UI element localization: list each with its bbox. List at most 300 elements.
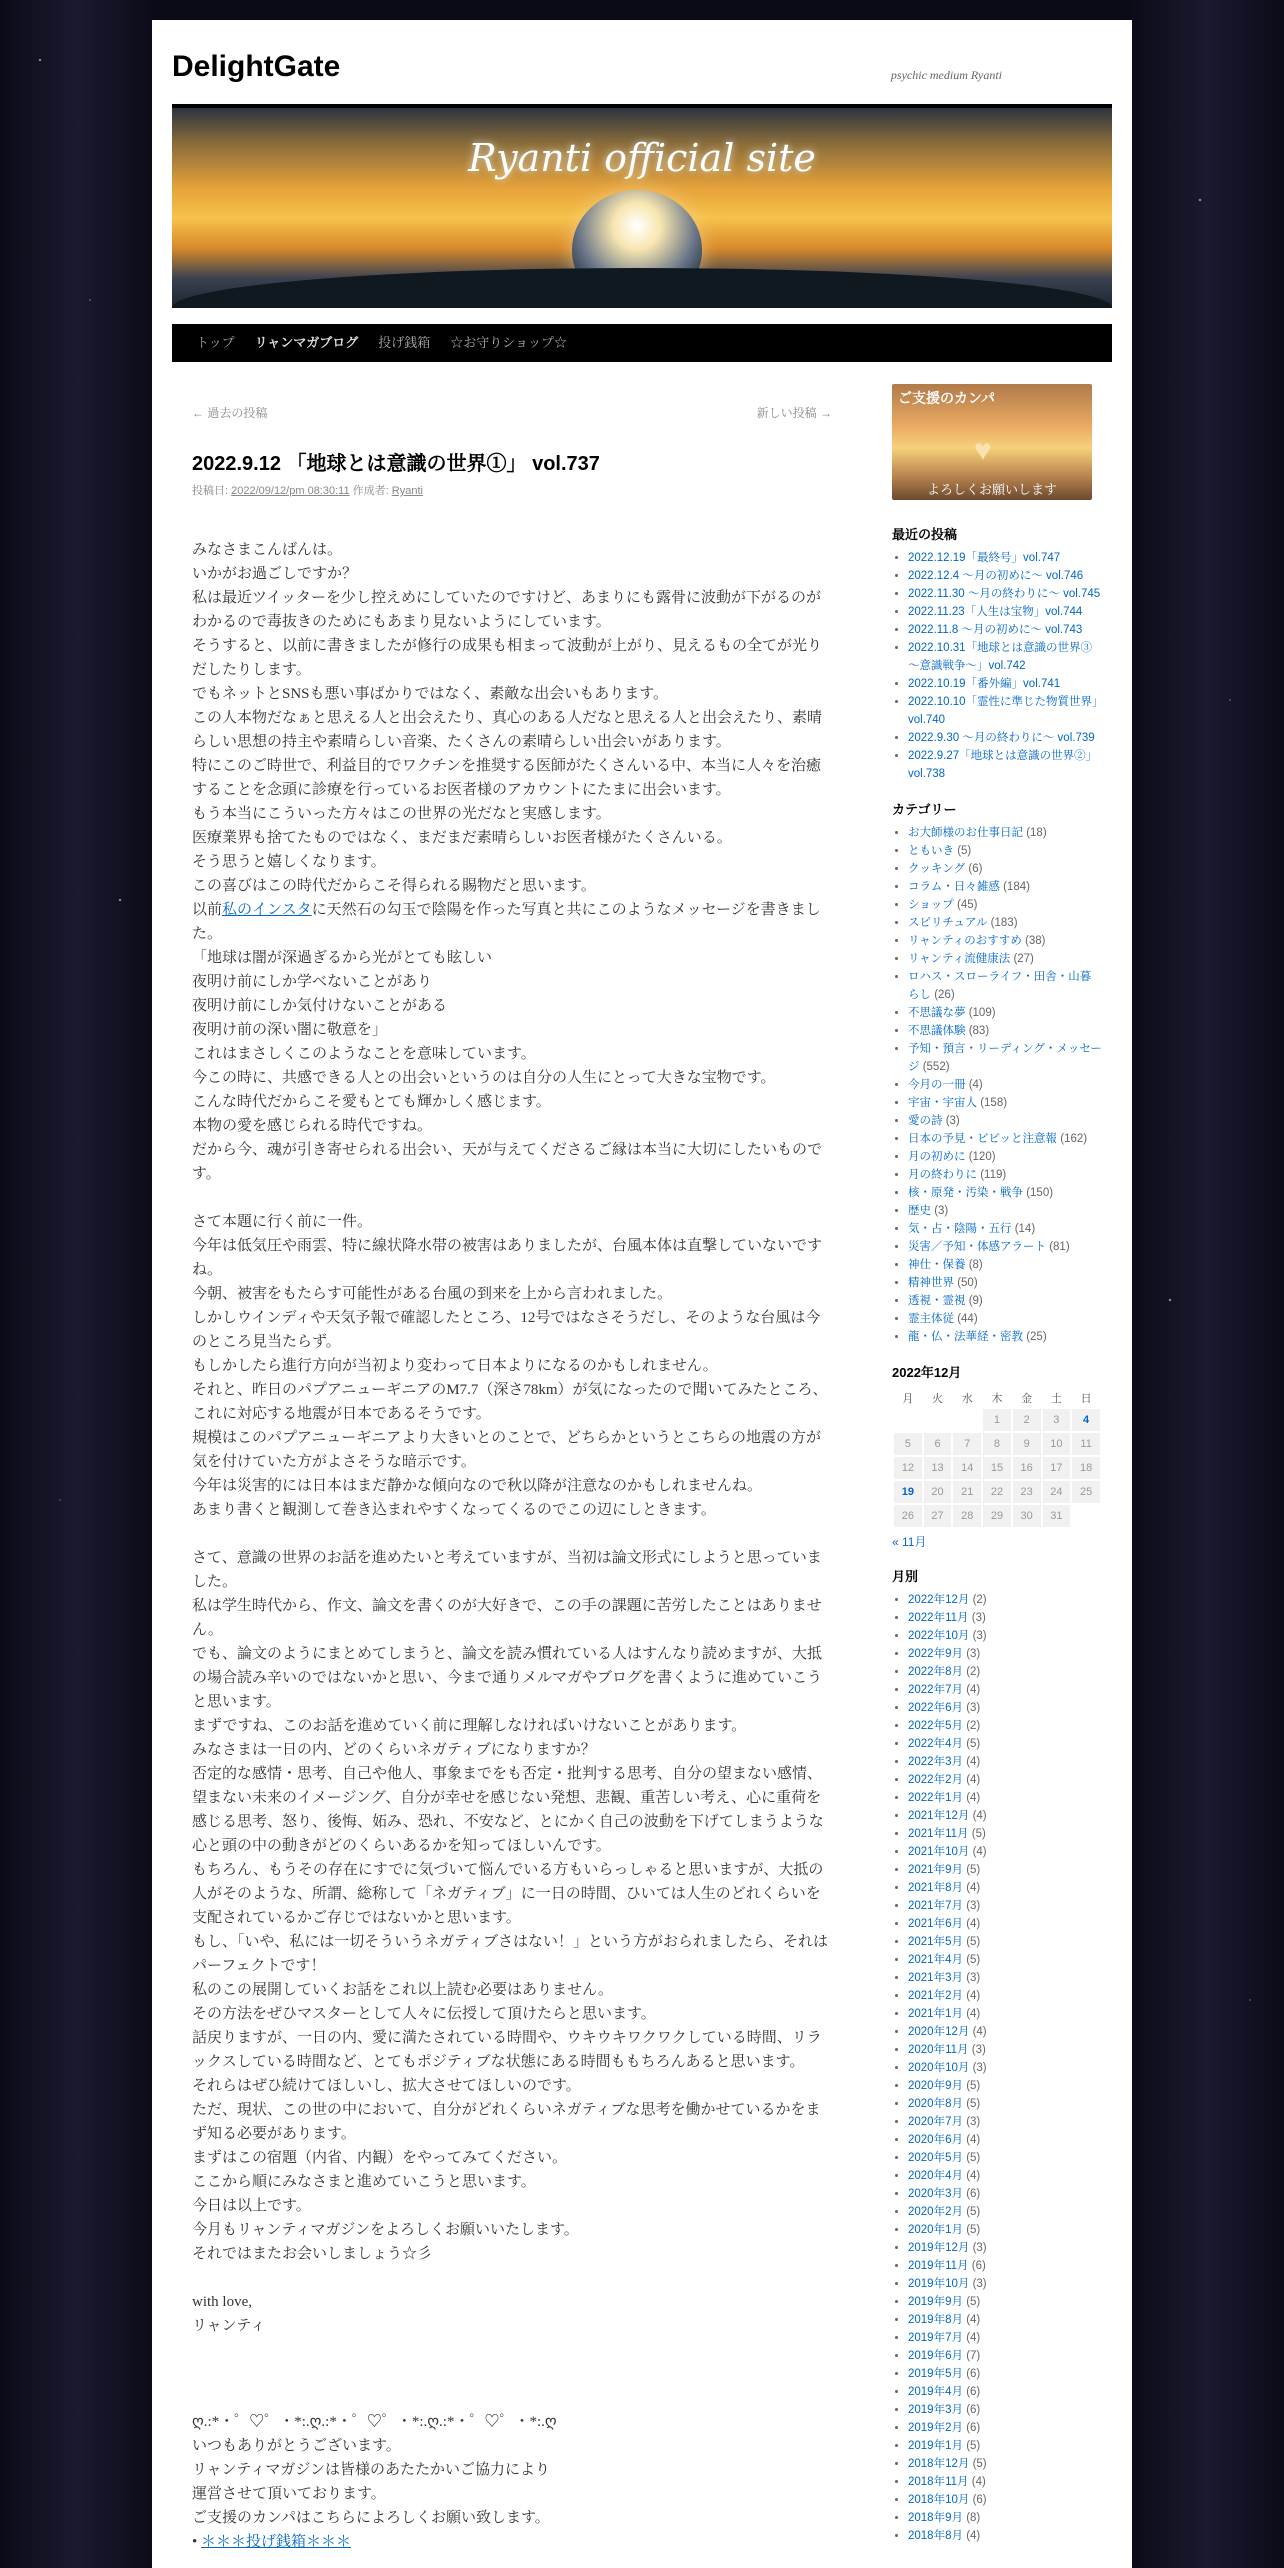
recent-post-link[interactable]: 2022.12.19「最終号」vol.747 bbox=[908, 552, 1061, 564]
archive-link[interactable]: 2020年10月 bbox=[908, 2062, 970, 2074]
post-paragraph: この喜びはこの時代だからこそ得られる賜物だと思います。 bbox=[192, 878, 596, 894]
recent-post-item[interactable] bbox=[908, 747, 1102, 783]
archive-count: (5) bbox=[966, 1936, 981, 1948]
archive-link[interactable]: 2022年4月 bbox=[908, 1738, 963, 1750]
archive-link[interactable]: 2018年12月 bbox=[908, 2458, 970, 2470]
category-link[interactable]: 不思議な夢 bbox=[908, 1007, 966, 1019]
archive-link[interactable]: 2020年2月 bbox=[908, 2206, 963, 2218]
category-item[interactable] bbox=[908, 1238, 1102, 1256]
archive-link[interactable]: 2020年8月 bbox=[908, 2098, 963, 2110]
archive-link[interactable]: 2022年10月 bbox=[908, 1630, 970, 1642]
archive-link[interactable]: 2019年6月 bbox=[908, 2350, 963, 2362]
archive-link[interactable]: 2022年12月 bbox=[908, 1594, 970, 1606]
category-item[interactable] bbox=[908, 896, 1102, 914]
archive-item[interactable] bbox=[908, 2059, 1102, 2077]
category-item[interactable] bbox=[908, 1022, 1102, 1040]
archive-link[interactable]: 2022年1月 bbox=[908, 1792, 963, 1804]
weekday-header: 金 bbox=[1021, 1393, 1033, 1405]
category-link[interactable]: 霊主体従 bbox=[908, 1313, 954, 1325]
next-post-link[interactable]: 新しい投稿 → bbox=[756, 406, 832, 420]
archive-count: (3) bbox=[971, 2044, 986, 2056]
archive-link[interactable]: 2019年3月 bbox=[908, 2404, 963, 2416]
post-paragraph: 「地球は闇が深過ぎるから光がとても眩しい bbox=[192, 950, 493, 966]
nav-item[interactable]: ☆お守りショップ☆ bbox=[450, 335, 568, 350]
calendar-day: 29 bbox=[983, 1505, 1011, 1527]
archive-item[interactable] bbox=[908, 2383, 1102, 2401]
category-item[interactable] bbox=[908, 878, 1102, 896]
category-count: (552) bbox=[922, 1061, 950, 1073]
post-paragraph: いかがお過ごしですか？ bbox=[192, 566, 358, 582]
archive-link[interactable]: 2018年9月 bbox=[908, 2512, 963, 2524]
archive-count: (3) bbox=[972, 1630, 987, 1642]
post-paragraph: 本物の愛を感じられる時代ですね。 bbox=[192, 1118, 433, 1134]
archive-count: (5) bbox=[966, 2224, 981, 2236]
category-link[interactable]: お大師様のお仕事日記 bbox=[908, 827, 1023, 839]
category-link[interactable]: 神仕・保養 bbox=[908, 1259, 966, 1271]
archive-link[interactable]: 2021年1月 bbox=[908, 2008, 963, 2020]
archive-item[interactable] bbox=[908, 2509, 1102, 2527]
category-count: (81) bbox=[1049, 1241, 1070, 1253]
archive-count: (4) bbox=[966, 2008, 981, 2020]
archive-link[interactable]: 2019年10月 bbox=[908, 2278, 970, 2290]
post-paragraph: 夜明け前の深い闇に敬意を」 bbox=[192, 1022, 388, 1038]
calendar-day: 27 bbox=[924, 1505, 952, 1527]
post-paragraph: もちろん、もうその存在にすでに気づいて悩んでいる方もいらっしゃると思いますが、大抵の人がそのような、所謂、総称して「ネガティブ」に一日の時間、ひいては人生のどれくらいを支配されているかご存じではないかと思います。 bbox=[192, 1862, 824, 1926]
archive-item[interactable] bbox=[908, 1987, 1102, 2005]
category-link[interactable]: リャンティ流健康法 bbox=[908, 953, 1011, 965]
archive-item[interactable] bbox=[908, 1663, 1102, 1681]
archive-item[interactable] bbox=[908, 1753, 1102, 1771]
recent-post-link[interactable]: 2022.12.4 ～月の初めに～ vol.746 bbox=[908, 570, 1084, 582]
archive-count: (4) bbox=[966, 1990, 981, 2002]
category-item[interactable] bbox=[908, 968, 1102, 1004]
archive-item[interactable] bbox=[908, 1861, 1102, 1879]
archive-item[interactable] bbox=[908, 2077, 1102, 2095]
category-count: (45) bbox=[956, 899, 978, 911]
category-link[interactable]: 愛の詩 bbox=[908, 1115, 943, 1127]
archive-count: (4) bbox=[966, 2134, 981, 2146]
post-paragraph: リャンティマガジンは皆様のあたたかいご協力により bbox=[192, 2462, 550, 2478]
recent-post-link[interactable]: 2022.11.8 ～月の初めに～ vol.743 bbox=[908, 624, 1083, 636]
recent-post-link[interactable]: 2022.9.30 ～月の終わりに～ vol.739 bbox=[908, 732, 1095, 744]
archive-link[interactable]: 2018年10月 bbox=[908, 2494, 970, 2506]
archive-link[interactable]: 2022年11月 bbox=[908, 1612, 969, 1624]
recent-post-link[interactable]: 2022.10.10「霊性に準じた物質世界」vol.740 bbox=[908, 696, 1098, 726]
calendar-table bbox=[892, 1387, 1102, 1529]
post-paragraph: ただ、現状、この世の中において、自分がどれくらいネガティブな思考を働かせているかをまず知る必要があります。 bbox=[192, 2102, 821, 2142]
archive-item[interactable] bbox=[908, 2095, 1102, 2113]
sidebar bbox=[892, 384, 1102, 2545]
weekday-header: 日 bbox=[1080, 1393, 1092, 1405]
category-item[interactable] bbox=[908, 842, 1102, 860]
category-link[interactable]: ロハス・スローライフ・田舎・山暮らし bbox=[908, 971, 1092, 1001]
archive-link[interactable]: 2019年1月 bbox=[908, 2440, 963, 2452]
calendar-day: 30 bbox=[1013, 1505, 1041, 1527]
category-link[interactable]: コラム・日々雑感 bbox=[908, 881, 1000, 893]
calendar-day bbox=[1072, 1505, 1100, 1527]
category-item[interactable] bbox=[908, 1292, 1102, 1310]
categories-title: カテゴリー bbox=[892, 802, 957, 817]
nav-item[interactable]: トップ bbox=[196, 335, 235, 350]
archive-count: (4) bbox=[972, 1846, 987, 1858]
archive-item[interactable] bbox=[908, 1645, 1102, 1663]
archive-item[interactable] bbox=[908, 2275, 1102, 2293]
archive-item[interactable] bbox=[908, 1789, 1102, 1807]
calendar-day: 28 bbox=[953, 1505, 981, 1527]
recent-post-link[interactable]: 2022.11.30 ～月の終わりに～ vol.745 bbox=[908, 588, 1101, 600]
post-paragraph: みなさまこんばんは。 bbox=[192, 542, 343, 558]
archive-count: (4) bbox=[971, 2476, 986, 2488]
archive-item[interactable] bbox=[908, 2023, 1102, 2041]
meta-author-label: 作成者: bbox=[352, 485, 389, 497]
main-content bbox=[192, 380, 832, 2554]
site-description: psychic medium Ryanti bbox=[890, 68, 1002, 82]
post-paragraph: こんな時代だからこそ愛もとても輝かしく感じます。 bbox=[192, 1094, 551, 1110]
archive-count: (8) bbox=[966, 2512, 981, 2524]
calendar-day: 12 bbox=[894, 1457, 922, 1479]
category-link[interactable]: スピリチュアル bbox=[908, 917, 988, 929]
category-item[interactable] bbox=[908, 914, 1102, 932]
archive-link[interactable]: 2022年7月 bbox=[908, 1684, 963, 1696]
archive-item[interactable] bbox=[908, 2311, 1102, 2329]
category-count: (5) bbox=[957, 845, 972, 857]
archive-item[interactable] bbox=[908, 1735, 1102, 1753]
recent-post-link[interactable]: 2022.10.19「番外編」vol.741 bbox=[908, 678, 1061, 690]
archive-link[interactable]: 2022年8月 bbox=[908, 1666, 963, 1678]
category-link[interactable]: 核・原発・汚染・戦争 bbox=[908, 1187, 1023, 1199]
archive-link[interactable]: 2019年11月 bbox=[908, 2260, 969, 2272]
archive-item[interactable] bbox=[908, 2491, 1102, 2509]
post-paragraph: ご支援のカンパはこちらによろしくお願い致します。 bbox=[192, 2510, 550, 2526]
recent-post-link[interactable]: 2022.10.31「地球とは意識の世界③～意識戦争～」vol.742 bbox=[908, 642, 1093, 672]
calendar-day: 15 bbox=[983, 1457, 1011, 1479]
archive-item[interactable] bbox=[908, 1627, 1102, 1645]
archive-count: (2) bbox=[966, 1666, 981, 1678]
category-count: (26) bbox=[934, 989, 955, 1001]
category-count: (158) bbox=[980, 1097, 1008, 1109]
category-item[interactable] bbox=[908, 1148, 1102, 1166]
archive-item[interactable] bbox=[908, 2365, 1102, 2383]
recent-post-item[interactable] bbox=[908, 621, 1102, 639]
post-paragraph: 否定的な感情・思考、自己や他人、事象までをも否定・批判する思考、自分の望まない感情、望まない未来のイメージング、自分が幸せを感じない発想、悲観、重苦しい考え、心に重荷を感じる思考、怒り、後悔、妬み、恐れ、不安など、とにかく自己の波動を下げてしまうような心と頭の中の動きがどのくらいあるかを知ってほしいんです。 bbox=[192, 1766, 824, 1854]
post-paragraph: それらはぜひ続けてほしいし、拡大させてほしいのです。 bbox=[192, 2078, 581, 2094]
category-item[interactable] bbox=[908, 1328, 1102, 1346]
archive-link[interactable]: 2022年9月 bbox=[908, 1648, 963, 1660]
archive-item[interactable] bbox=[908, 2473, 1102, 2491]
archive-count: (5) bbox=[966, 2152, 981, 2164]
archive-item[interactable] bbox=[908, 1879, 1102, 1897]
calendar-day: 3 bbox=[1043, 1409, 1071, 1431]
category-item[interactable] bbox=[908, 1184, 1102, 1202]
calendar-day: 18 bbox=[1072, 1457, 1100, 1479]
category-item[interactable] bbox=[908, 860, 1102, 878]
archive-item[interactable] bbox=[908, 2419, 1102, 2437]
category-item[interactable] bbox=[908, 1076, 1102, 1094]
prev-month-link[interactable]: « 11月 bbox=[892, 1535, 927, 1549]
archive-link[interactable]: 2019年7月 bbox=[908, 2332, 963, 2344]
archive-item[interactable] bbox=[908, 1933, 1102, 1951]
archive-item[interactable] bbox=[908, 2239, 1102, 2257]
archive-count: (6) bbox=[966, 2422, 981, 2434]
archive-item[interactable] bbox=[908, 2041, 1102, 2059]
category-item[interactable] bbox=[908, 824, 1102, 842]
archive-count: (5) bbox=[966, 2296, 981, 2308]
post-navigation bbox=[192, 404, 832, 421]
post-paragraph: 今朝、被害をもたらす可能性がある台風の到来を上から言われました。 bbox=[192, 1286, 673, 1302]
category-link[interactable]: 今月の一冊 bbox=[908, 1079, 966, 1091]
category-link[interactable]: リャンティのおすすめ bbox=[908, 935, 1022, 947]
category-count: (38) bbox=[1025, 935, 1046, 947]
recent-post-item[interactable] bbox=[908, 693, 1102, 729]
archive-link[interactable]: 2019年5月 bbox=[908, 2368, 963, 2380]
recent-post-item[interactable] bbox=[908, 567, 1102, 585]
archive-link[interactable]: 2022年6月 bbox=[908, 1702, 963, 1714]
archive-link[interactable]: 2020年4月 bbox=[908, 2170, 963, 2182]
archive-item[interactable] bbox=[908, 2131, 1102, 2149]
archive-item[interactable] bbox=[908, 1825, 1102, 1843]
category-link[interactable]: 月の終わりに bbox=[908, 1169, 977, 1181]
category-item[interactable] bbox=[908, 1004, 1102, 1022]
recent-post-item[interactable] bbox=[908, 603, 1102, 621]
instagram-link[interactable]: 私のインスタ bbox=[222, 902, 312, 918]
archive-link[interactable]: 2022年2月 bbox=[908, 1774, 963, 1786]
archive-link[interactable]: 2019年9月 bbox=[908, 2296, 963, 2308]
archive-count: (4) bbox=[966, 2332, 981, 2344]
archive-item[interactable] bbox=[908, 1591, 1102, 1609]
archive-link[interactable]: 2019年2月 bbox=[908, 2422, 963, 2434]
archive-item[interactable] bbox=[908, 1771, 1102, 1789]
insta-paragraph bbox=[192, 898, 832, 946]
category-count: (150) bbox=[1026, 1187, 1054, 1199]
archive-link[interactable]: 2020年5月 bbox=[908, 2152, 963, 2164]
archive-item[interactable] bbox=[908, 2329, 1102, 2347]
category-item[interactable] bbox=[908, 1094, 1102, 1112]
archive-link[interactable]: 2020年6月 bbox=[908, 2134, 963, 2146]
post-paragraph: 私のこの展開していくお話をこれ以上読む必要はありません。 bbox=[192, 1982, 613, 1998]
archive-count: (4) bbox=[966, 1774, 981, 1786]
weekday-header: 土 bbox=[1050, 1393, 1062, 1405]
archive-link[interactable]: 2021年6月 bbox=[908, 1918, 963, 1930]
archive-link[interactable]: 2018年8月 bbox=[908, 2530, 963, 2542]
archive-item[interactable] bbox=[908, 1717, 1102, 1735]
category-count: (183) bbox=[990, 917, 1018, 929]
archive-link[interactable]: 2019年12月 bbox=[908, 2242, 970, 2254]
archive-link[interactable]: 2022年3月 bbox=[908, 1756, 963, 1768]
archive-count: (6) bbox=[966, 2386, 981, 2398]
calendar-day: 17 bbox=[1043, 1457, 1071, 1479]
archive-item[interactable] bbox=[908, 2221, 1102, 2239]
archive-item[interactable] bbox=[908, 2437, 1102, 2455]
archive-count: (3) bbox=[972, 2278, 987, 2290]
post-meta bbox=[192, 482, 832, 498]
archive-count: (5) bbox=[966, 1954, 981, 1966]
donation-banner[interactable] bbox=[892, 384, 1092, 500]
archive-count: (5) bbox=[966, 2440, 981, 2452]
archive-link[interactable]: 2021年12月 bbox=[908, 1810, 970, 1822]
archive-item[interactable] bbox=[908, 2527, 1102, 2545]
category-item[interactable] bbox=[908, 1220, 1102, 1238]
archive-count: (5) bbox=[966, 2080, 981, 2092]
archive-link[interactable]: 2021年7月 bbox=[908, 1900, 963, 1912]
post-author-link[interactable]: Ryanti bbox=[391, 485, 423, 497]
calendar-widget bbox=[892, 1362, 1102, 1550]
category-item[interactable] bbox=[908, 1166, 1102, 1184]
archive-link[interactable]: 2020年12月 bbox=[908, 2026, 970, 2038]
archive-item[interactable] bbox=[908, 2149, 1102, 2167]
archive-item[interactable] bbox=[908, 2203, 1102, 2221]
archive-link[interactable]: 2020年1月 bbox=[908, 2224, 963, 2236]
archive-item[interactable] bbox=[908, 2005, 1102, 2023]
category-link[interactable]: 月の初めに bbox=[908, 1151, 966, 1163]
category-item[interactable] bbox=[908, 1202, 1102, 1220]
archive-item[interactable] bbox=[908, 2113, 1102, 2131]
category-link[interactable]: 宇宙・宇宙人 bbox=[908, 1097, 977, 1109]
page-wrapper bbox=[152, 20, 1132, 2568]
nav-item[interactable]: 投げ銭箱 bbox=[378, 335, 431, 350]
calendar-day: 24 bbox=[1043, 1481, 1071, 1503]
calendar-day: 26 bbox=[894, 1505, 922, 1527]
archive-link[interactable]: 2021年2月 bbox=[908, 1990, 963, 2002]
category-link[interactable]: クッキング bbox=[908, 863, 966, 875]
category-link[interactable]: 透視・霊視 bbox=[908, 1295, 966, 1307]
recent-post-item[interactable] bbox=[908, 549, 1102, 567]
category-item[interactable] bbox=[908, 1256, 1102, 1274]
nav-item[interactable]: リャンマガブログ bbox=[254, 335, 359, 350]
post-paragraph: そうすると、以前に書きましたが修行の成果も相まって波動が上がり、見えるもの全てが光りだしたりします。 bbox=[192, 638, 823, 678]
calendar-day: 23 bbox=[1013, 1481, 1041, 1503]
category-item[interactable] bbox=[908, 1040, 1102, 1076]
calendar-day: 25 bbox=[1072, 1481, 1100, 1503]
calendar-day[interactable]: 19 bbox=[894, 1481, 922, 1503]
archive-item[interactable] bbox=[908, 1681, 1102, 1699]
archive-count: (6) bbox=[971, 2260, 986, 2272]
archive-count: (6) bbox=[966, 2368, 981, 2380]
category-item[interactable] bbox=[908, 1274, 1102, 1292]
recent-post-item[interactable] bbox=[908, 639, 1102, 675]
recent-post-link[interactable]: 2022.9.27「地球とは意識の世界②」vol.738 bbox=[908, 750, 1098, 780]
archive-count: (6) bbox=[966, 2404, 981, 2416]
signature-line2: リャンティ bbox=[192, 2318, 266, 2334]
archive-item[interactable] bbox=[908, 1609, 1102, 1627]
category-link[interactable]: 日本の予見・ビビッと注意報 bbox=[908, 1133, 1058, 1145]
archive-link[interactable]: 2021年10月 bbox=[908, 1846, 970, 1858]
post-paragraph: そう思うと嬉しくなります。 bbox=[192, 854, 386, 870]
archive-item[interactable] bbox=[908, 1951, 1102, 1969]
archive-link[interactable]: 2021年4月 bbox=[908, 1954, 963, 1966]
categories-widget bbox=[892, 799, 1102, 1346]
post-title[interactable]: 2022.9.12 「地球とは意識の世界①」 vol.737 bbox=[192, 453, 600, 475]
archive-item[interactable] bbox=[908, 2257, 1102, 2275]
archive-item[interactable] bbox=[908, 1969, 1102, 1987]
archive-link[interactable]: 2021年5月 bbox=[908, 1936, 963, 1948]
archive-item[interactable] bbox=[908, 1915, 1102, 1933]
calendar-day bbox=[924, 1409, 952, 1431]
archive-link[interactable]: 2021年8月 bbox=[908, 1882, 963, 1894]
post-paragraph: まずはこの宿題（内省、内観）をやってみてください。 bbox=[192, 2150, 568, 2166]
donation-link-line: • ＊＊＊投げ銭箱＊＊＊ bbox=[192, 2534, 352, 2550]
category-link[interactable]: 歴史 bbox=[908, 1205, 931, 1217]
calendar-day: 2 bbox=[1013, 1409, 1041, 1431]
archive-item[interactable] bbox=[908, 1807, 1102, 1825]
recent-post-link[interactable]: 2022.11.23「人生は宝物」vol.744 bbox=[908, 606, 1083, 618]
post-paragraph: もし、「いや、私には一切そういうネガティブさはない！」という方がおられましたら、それはパーフェクトです！ bbox=[192, 1934, 829, 1974]
archive-item[interactable] bbox=[908, 2167, 1102, 2185]
calendar-day bbox=[894, 1409, 922, 1431]
archive-count: (5) bbox=[966, 1864, 981, 1876]
archive-count: (3) bbox=[966, 2116, 981, 2128]
post-date-link[interactable]: 2022/09/12/pm 08:30:11 bbox=[231, 485, 350, 497]
category-link[interactable]: ショップ bbox=[908, 899, 954, 911]
archive-count: (5) bbox=[966, 1738, 981, 1750]
calendar-day: 22 bbox=[983, 1481, 1011, 1503]
archive-count: (4) bbox=[972, 1810, 987, 1822]
prev-post-link[interactable]: ← 過去の投稿 bbox=[192, 406, 268, 420]
calendar-day: 14 bbox=[953, 1457, 981, 1479]
archive-item[interactable] bbox=[908, 1843, 1102, 1861]
archive-item[interactable] bbox=[908, 2293, 1102, 2311]
recent-post-item[interactable] bbox=[908, 675, 1102, 693]
site-title[interactable]: DelightGate bbox=[172, 50, 341, 83]
archive-item[interactable] bbox=[908, 2185, 1102, 2203]
archive-item[interactable] bbox=[908, 1699, 1102, 1717]
category-item[interactable] bbox=[908, 1130, 1102, 1148]
archive-link[interactable]: 2020年11月 bbox=[908, 2044, 969, 2056]
post-paragraph: 夜明け前にしか学べないことがあり bbox=[192, 974, 433, 990]
recent-post-item[interactable] bbox=[908, 585, 1102, 603]
category-link[interactable]: 災害／予知・体感アラート bbox=[908, 1241, 1046, 1253]
archive-link[interactable]: 2018年11月 bbox=[908, 2476, 969, 2488]
archive-item[interactable] bbox=[908, 1897, 1102, 1915]
archive-link[interactable]: 2021年9月 bbox=[908, 1864, 963, 1876]
category-count: (4) bbox=[968, 1079, 983, 1091]
category-item[interactable] bbox=[908, 932, 1102, 950]
archive-link[interactable]: 2022年5月 bbox=[908, 1720, 963, 1732]
category-item[interactable] bbox=[908, 950, 1102, 968]
archive-link[interactable]: 2020年3月 bbox=[908, 2188, 963, 2200]
archive-link[interactable]: 2020年9月 bbox=[908, 2080, 963, 2092]
archive-link[interactable]: 2019年4月 bbox=[908, 2386, 963, 2398]
category-count: (162) bbox=[1060, 1133, 1088, 1145]
category-item[interactable] bbox=[908, 1310, 1102, 1328]
donation-box-link[interactable]: ＊＊＊投げ銭箱＊＊＊ bbox=[201, 2534, 352, 2550]
archive-item[interactable] bbox=[908, 2401, 1102, 2419]
category-link[interactable]: ともいき bbox=[908, 845, 954, 857]
calendar-day: 8 bbox=[983, 1433, 1011, 1455]
calendar-day[interactable]: 4 bbox=[1072, 1409, 1100, 1431]
recent-post-item[interactable] bbox=[908, 729, 1102, 747]
post-paragraph: もしかしたら進行方向が当初より変わって日本よりになるのかもしれません。 bbox=[192, 1358, 718, 1374]
archive-link[interactable]: 2021年11月 bbox=[908, 1828, 969, 1840]
archive-count: (3) bbox=[972, 2062, 987, 2074]
archive-link[interactable]: 2019年8月 bbox=[908, 2314, 963, 2326]
footer-decoration: ღ.:*・゜♡゜・*:.ღ.:*・゜♡゜・*:.ღ.:*・゜♡゜・*:.ღ bbox=[192, 2414, 557, 2430]
category-link[interactable]: 予知・預言・リーディング・メッセージ bbox=[908, 1043, 1102, 1073]
archive-item[interactable] bbox=[908, 2347, 1102, 2365]
post-paragraph: これはまさしくこのようなことを意味しています。 bbox=[192, 1046, 536, 1062]
category-item[interactable] bbox=[908, 1112, 1102, 1130]
archive-item[interactable] bbox=[908, 2455, 1102, 2473]
archive-count: (4) bbox=[972, 2026, 987, 2038]
category-count: (27) bbox=[1013, 953, 1034, 965]
category-link[interactable]: 龍・仏・法華経・密教 bbox=[908, 1331, 1023, 1343]
archive-count: (3) bbox=[966, 1900, 981, 1912]
archive-link[interactable]: 2021年3月 bbox=[908, 1972, 963, 1984]
calendar-day: 9 bbox=[1013, 1433, 1041, 1455]
category-link[interactable]: 精神世界 bbox=[908, 1277, 954, 1289]
archive-link[interactable]: 2020年7月 bbox=[908, 2116, 963, 2128]
category-link[interactable]: 気・占・陰陽・五行 bbox=[908, 1223, 1012, 1235]
category-link[interactable]: 不思議体験 bbox=[908, 1025, 966, 1037]
